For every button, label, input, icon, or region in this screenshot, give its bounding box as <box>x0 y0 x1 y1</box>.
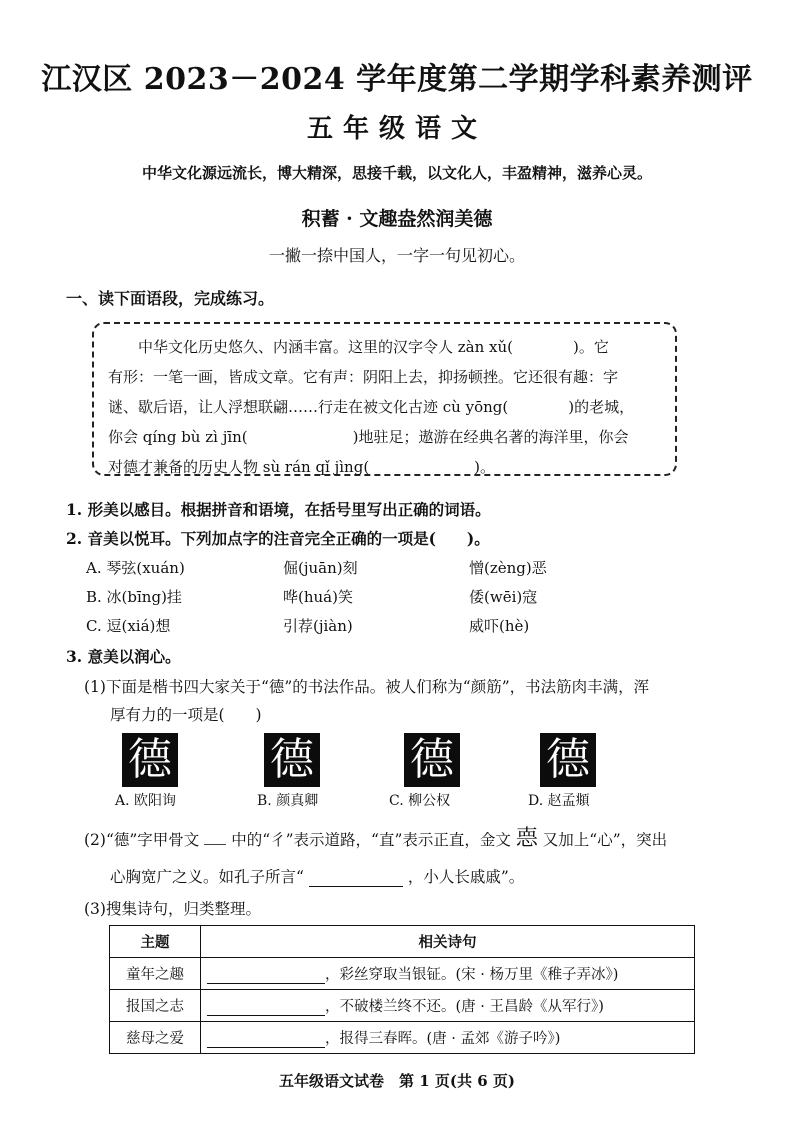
page-footer: 五年级语文试卷 第 1 页(共 6 页) <box>279 1072 515 1090</box>
option-a-3: 憎(zèng)恶 <box>469 559 547 577</box>
text-part: 又加上“心”，突出 <box>542 831 668 849</box>
section-subtitle: 一撇一捺中国人，一字一句见初心。 <box>268 246 525 265</box>
option-a-1: A. 琴弦(xuán) <box>86 559 185 577</box>
calligraphy-label-a: A. 欧阳询 <box>115 793 177 809</box>
theme-cell: 报国之志 <box>110 990 201 1022</box>
question-1-3-1-line1: (1)下面是楷书四大家关于“德”的书法作品。被人们称为“颜筋”，书法筋肉丰满，浑 <box>84 678 650 696</box>
section-title: 积蓄 · 文趣盎然润美德 <box>301 208 493 230</box>
poem-cell <box>201 958 695 990</box>
text-part: ，小人长戚戚”。 <box>407 868 525 886</box>
table-header-theme: 主题 <box>110 926 201 958</box>
answer-blank[interactable] <box>207 967 325 984</box>
poem-tail: ，报得三春晖。(唐 · 孟郊《游子吟》) <box>325 1031 561 1047</box>
question-1-3-3: (3)搜集诗句，归类整理。 <box>84 900 261 918</box>
calligraphy-label-c: C. 柳公权 <box>389 793 451 809</box>
option-b-1: B. 冰(bīng)挂 <box>86 588 182 606</box>
poem-cell <box>201 1022 695 1054</box>
table-header-row <box>110 926 695 958</box>
calligraphy-liugongquan: 德 <box>404 733 460 787</box>
calligraphy-label-d: D. 赵孟頫 <box>528 793 590 809</box>
option-c-2: 引荐(jiàn) <box>283 617 353 635</box>
option-b-3: 倭(wēi)寇 <box>469 588 538 606</box>
answer-blank[interactable] <box>309 868 403 887</box>
question-1-heading: 一、读下面语段，完成练习。 <box>66 289 275 308</box>
passage-line: 有形：一笔一画，皆成文章。它有声：阴阳上去，抑扬顿挫。它还很有趣：字 <box>108 368 619 386</box>
question-1-2: 2. 音美以悦耳。下列加点字的注音完全正确的一项是( )。 <box>66 529 490 548</box>
exam-motto: 中华文化源远流长，博大精深，思接千载，以文化人，丰盈精神，滋养心灵。 <box>141 164 652 182</box>
question-1-3-1-line2: 厚有力的一项是( ) <box>110 706 262 724</box>
oracle-bone-glyph-icon <box>204 844 226 845</box>
option-a-2: 倔(juān)刻 <box>283 559 358 577</box>
poem-tail: ，彩丝穿取当银钲。(宋 · 杨万里《稚子弄冰》) <box>325 967 619 983</box>
passage-line: 你会 qíng bù zì jīn( )地驻足；遨游在经典名著的海洋里，你会 <box>108 428 629 446</box>
question-1-3: 3. 意美以润心。 <box>66 647 181 666</box>
text-part: (2)“德”字甲骨文 <box>84 831 200 849</box>
option-c-3: 威吓(hè) <box>469 617 530 635</box>
table-row <box>110 990 695 1022</box>
passage-line: 谜、歇后语，让人浮想联翩……行走在被文化古迹 cù yōng( )的老城， <box>108 398 635 416</box>
table-header-poems: 相关诗句 <box>201 926 695 958</box>
exam-subtitle: 五年级语文 <box>306 114 487 144</box>
calligraphy-zhaomengfu: 德 <box>540 733 596 787</box>
poem-cell <box>201 990 695 1022</box>
theme-cell: 童年之趣 <box>110 958 201 990</box>
calligraphy-yanzhenqing: 德 <box>264 733 320 787</box>
reading-passage-box <box>92 322 677 476</box>
question-1-3-2-line2 <box>110 865 524 887</box>
exam-title: 江汉区 2023－2024 学年度第二学期学科素养测评 <box>41 62 753 97</box>
option-b-2: 哗(huá)笑 <box>283 588 353 606</box>
bronze-script-glyph-icon: 𢛳 <box>515 826 538 851</box>
poem-tail: ，不破楼兰终不还。(唐 · 王昌龄《从军行》) <box>325 999 604 1015</box>
calligraphy-ouyangxun: 德 <box>122 733 178 787</box>
text-part: 心胸宽广之义。如孔子所言“ <box>110 868 304 886</box>
answer-blank[interactable] <box>207 1031 325 1048</box>
answer-blank[interactable] <box>207 999 325 1016</box>
calligraphy-label-b: B. 颜真卿 <box>257 793 319 809</box>
passage-line: 中华文化历史悠久、内涵丰富。这里的汉字令人 zàn xǔ( )。它 <box>138 338 609 356</box>
table-row <box>110 958 695 990</box>
poem-table <box>109 925 695 1054</box>
question-1-1: 1. 形美以感目。根据拼音和语境，在括号里写出正确的词语。 <box>66 500 491 519</box>
passage-line: 对德才兼备的历史人物 sù rán qǐ jìng( )。 <box>108 458 496 476</box>
table-row <box>110 1022 695 1054</box>
theme-cell: 慈母之爱 <box>110 1022 201 1054</box>
text-part: 中的“彳”表示道路，“直”表示正直，金文 <box>231 831 511 849</box>
question-1-3-2-line1 <box>84 828 667 850</box>
option-c-1: C. 逗(xiá)想 <box>86 617 171 635</box>
